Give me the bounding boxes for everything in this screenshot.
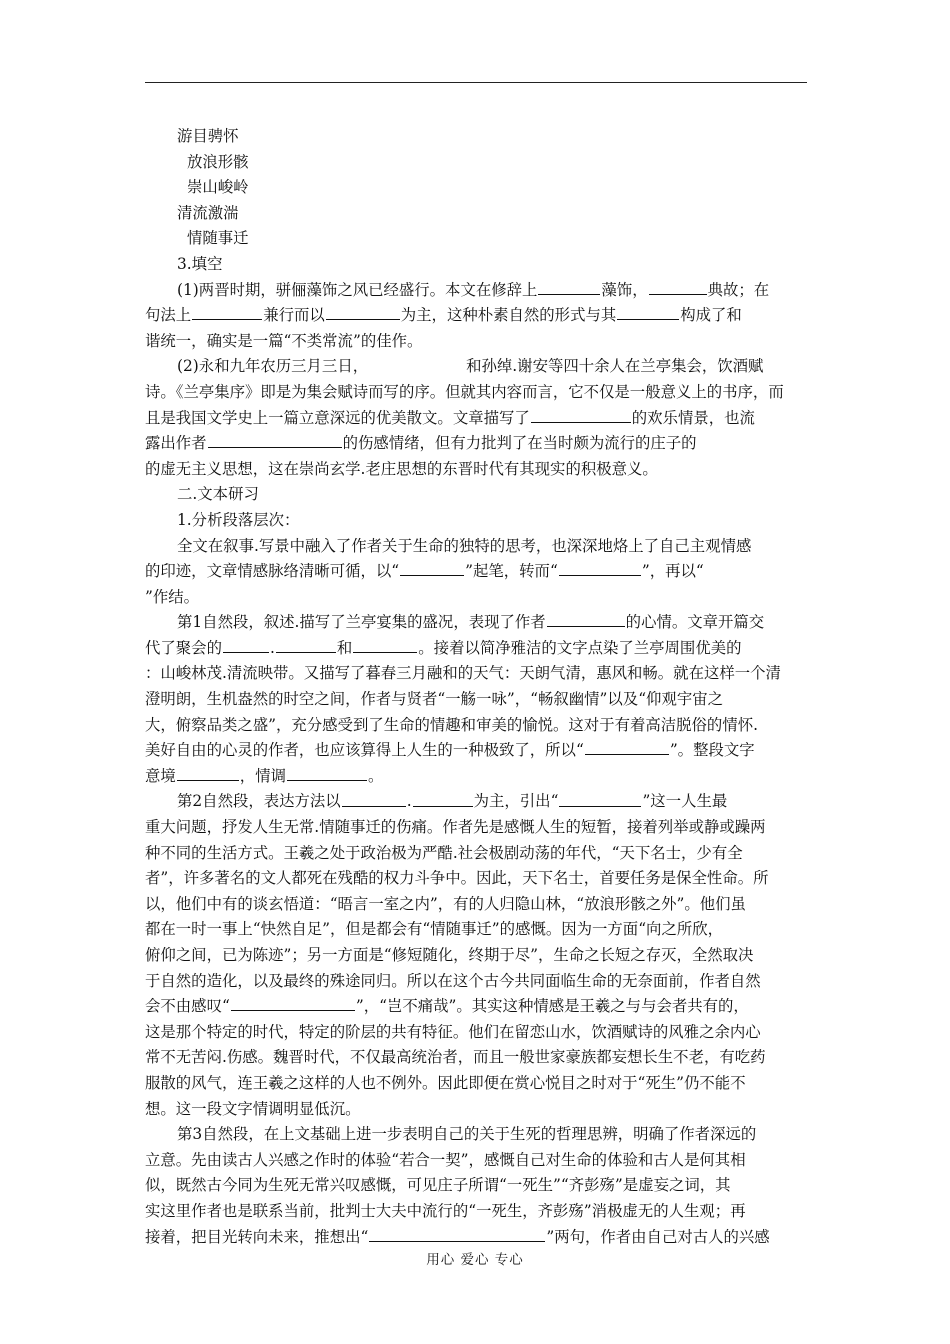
text-segment: 情随事迁 xyxy=(187,229,249,248)
text-line xyxy=(145,534,807,560)
text-segment: 。接着以简净雅洁的文字点染了兰亭周围优美的 xyxy=(418,639,742,658)
text-segment: (1)两晋时期，骈俪藻饰之风已经盛行。本文在修辞上 xyxy=(177,280,538,299)
text-segment: 实这里作者也是联系当前，批判士大夫中流行的“一死生，齐彭殇”消极虚无的人生观；再 xyxy=(145,1201,746,1220)
text-segment: ”，再以“ xyxy=(641,562,704,581)
text-line xyxy=(145,585,807,611)
text-segment: 第3自然段，在上文基础上进一步表明自己的关于生死的哲理思辨，明确了作者深远的 xyxy=(177,1125,757,1144)
text-segment: 想。这一段文字情调明显低沉。 xyxy=(145,1099,361,1118)
text-segment: 的伤感情绪，但有力批判了在当时颇为流行的庄子的 xyxy=(342,434,697,453)
text-segment: 二.文本研习 xyxy=(177,485,259,504)
text-segment: 的印迹，文章情感脉络清晰可循，以“ xyxy=(145,562,400,581)
text-segment: 3.填空 xyxy=(177,254,223,273)
text-line xyxy=(145,866,807,892)
fill-in-blank xyxy=(559,789,641,806)
text-segment: 美好自由的心灵的作者，也应该算得上人生的一种极致了，所以“ xyxy=(145,741,584,760)
text-line xyxy=(145,303,807,329)
text-segment: 典故；在 xyxy=(707,280,770,299)
text-line xyxy=(145,713,807,739)
text-line xyxy=(145,124,807,150)
text-segment: 第2自然段，表达方法以 xyxy=(177,792,341,811)
text-line xyxy=(145,1020,807,1046)
text-segment: 的欢乐情景，也流 xyxy=(631,408,755,427)
text-segment: 谐统一，确实是一篇“不类常流”的佳作。 xyxy=(145,331,423,350)
text-line xyxy=(145,917,807,943)
text-line xyxy=(145,457,807,483)
text-segment: 为主，这种朴素自然的形式与其 xyxy=(400,306,617,325)
fill-in-blank xyxy=(231,994,355,1011)
text-line xyxy=(145,175,807,201)
fill-in-blank xyxy=(342,789,406,806)
text-line xyxy=(145,380,807,406)
fill-in-blank xyxy=(369,1225,545,1242)
text-segment: 代了聚会的 xyxy=(145,639,222,658)
text-segment: . xyxy=(269,639,275,658)
text-segment: 。 xyxy=(367,767,384,785)
text-segment: 和 xyxy=(336,639,353,658)
text-line xyxy=(145,815,807,841)
text-segment: 1.分析段落层次： xyxy=(177,510,300,529)
text-line xyxy=(145,1199,807,1225)
text-line xyxy=(145,201,807,227)
text-segment: 种不同的生活方式。王羲之处于政治极为严酷.社会极剧动荡的年代，“天下名士，少有全 xyxy=(145,843,743,862)
text-segment: ，情调 xyxy=(239,767,286,785)
text-segment: ”这一人生最 xyxy=(642,792,728,811)
text-segment: 俯仰之间，已为陈迹”；另一方面是“修短随化，终期于尽”，生命之长短之存灭，全然取决 xyxy=(145,946,754,964)
page-footer: 用心 爱心 专心 xyxy=(426,1252,524,1268)
text-segment: 为主，引出“ xyxy=(473,792,559,811)
text-line xyxy=(145,841,807,867)
text-line xyxy=(145,329,807,355)
text-line xyxy=(145,1097,807,1123)
text-segment: . xyxy=(406,792,412,811)
text-segment: ”。整段文字 xyxy=(669,741,755,760)
text-segment: 放浪形骸 xyxy=(187,152,249,171)
fill-in-blank xyxy=(400,559,464,576)
text-segment: 大，俯察品类之盛”，充分感受到了生命的情趣和审美的愉悦。这对于有着高洁脱俗的情怀. xyxy=(145,715,758,734)
text-segment: ”作结。 xyxy=(145,587,200,606)
text-line xyxy=(145,431,807,457)
text-segment: ：山峻林茂.清流映带。又描写了暮春三月融和的天气：天朗气清，惠风和畅。就在这样一个清 xyxy=(145,664,781,683)
text-line xyxy=(145,1071,807,1097)
text-segment: 立意。先由读古人兴感之作时的体验“若合一契”，感慨自己对生命的体验和古人是何其相 xyxy=(145,1150,746,1169)
fill-in-blank xyxy=(353,636,417,653)
text-line xyxy=(145,1173,807,1199)
text-segment: ”起笔，转而“ xyxy=(465,562,558,581)
text-segment: 于自然的造化，以及最终的殊途同归。所以在这个古今共同面临生命的无奈面前，作者自然 xyxy=(145,971,761,990)
text-segment: 似，既然古今同为生死无常兴叹感慨，可见庄子所谓“一死生”“齐彭殇”是虚妄之词，其 xyxy=(145,1176,731,1195)
text-line xyxy=(145,278,807,304)
text-line xyxy=(145,482,807,508)
text-line xyxy=(145,892,807,918)
fill-in-blank xyxy=(276,636,336,653)
text-line xyxy=(145,150,807,176)
text-segment: 构成了和 xyxy=(680,306,742,325)
text-line xyxy=(145,1045,807,1071)
text-line xyxy=(145,738,807,764)
text-segment: ”，“岂不痛哉”。其实这种情感是王羲之与与会者共有的， xyxy=(355,997,749,1016)
text-segment: 兼行而以 xyxy=(263,306,325,325)
text-segment: 服散的风气，连王羲之这样的人也不例外。因此即便在赏心悦目之时对于“死生”仍不能不 xyxy=(145,1073,746,1092)
text-segment: 的虚无主义思想，这在崇尚玄学.老庄思想的东晋时代有其现实的积极意义。 xyxy=(145,459,658,478)
fill-in-blank xyxy=(617,303,679,320)
text-segment: 游目骋怀 xyxy=(177,127,239,145)
text-line xyxy=(145,1225,807,1251)
fill-in-blank xyxy=(208,431,342,448)
text-segment: 这是那个特定的时代，特定的阶层的共有特征。他们在留恋山水，饮酒赋诗的风雅之余内心 xyxy=(145,1022,761,1041)
text-segment: 的心情。文章开篇交 xyxy=(625,613,765,632)
text-line xyxy=(145,252,807,278)
header-rule xyxy=(145,82,807,83)
text-segment: 者”，许多著名的文人都死在残酷的权力斗争中。因此，天下名士，首要任务是保全性命。所 xyxy=(145,869,769,888)
text-segment: 重大问题，抒发人生无常.情随事迁的伤痛。作者先是感慨人生的短暂，接着列举或静或躁两 xyxy=(145,818,766,837)
fill-in-blank xyxy=(287,764,367,781)
text-segment: 以，他们中有的谈玄悟道：“晤言一室之内”，有的人归隐山林，“放浪形骸之外”。他们虽 xyxy=(145,894,746,913)
text-segment: 澄明朗，生机盎然的时空之间，作者与贤者“一觞一咏”，“畅叙幽情”以及“仰观宇宙之 xyxy=(145,690,724,709)
document-body xyxy=(145,124,807,1250)
text-segment: 诗。《兰亭集序》即是为集会赋诗而写的序。但就其内容而言，它不仅是一般意义上的书序，而 xyxy=(145,382,784,401)
text-line xyxy=(145,1148,807,1174)
text-line xyxy=(145,610,807,636)
text-segment: 会不由感叹“ xyxy=(145,997,230,1016)
text-segment: 常不无苦闷.伤感。魏晋时代，不仅最高统治者，而且一般世家豪族都妄想长生不老，有吃药 xyxy=(145,1048,766,1067)
fill-in-blank xyxy=(585,738,669,755)
text-segment: 句法上 xyxy=(145,306,192,325)
text-segment: ”两句，作者由自己对古人的兴感 xyxy=(546,1227,770,1246)
text-line xyxy=(145,687,807,713)
text-segment: 且是我国文学史上一篇立意深远的优美散文。文章描写了 xyxy=(145,408,530,427)
fill-in-blank xyxy=(531,406,631,423)
fill-in-blank xyxy=(223,636,269,653)
text-line xyxy=(145,994,807,1020)
fill-in-blank xyxy=(538,278,600,295)
text-line xyxy=(145,661,807,687)
text-segment: 意境 xyxy=(145,767,176,785)
text-segment: (2)永和九年农历三月三日， xyxy=(177,357,369,376)
text-line xyxy=(145,789,807,815)
text-segment: 都在一时一事上“快然自足”，但是都会有“情随事迁”的感慨。因为一方面“向之所欣， xyxy=(145,920,724,939)
text-line xyxy=(145,508,807,534)
fill-in-blank xyxy=(559,559,641,576)
fill-in-blank xyxy=(413,789,473,806)
text-line xyxy=(145,354,807,380)
fill-in-blank xyxy=(649,278,707,295)
text-segment: 全文在叙事.写景中融入了作者关于生命的独特的思考，也深深地烙上了自己主观情感 xyxy=(177,536,752,555)
fill-in-blank xyxy=(177,764,239,781)
text-line xyxy=(145,969,807,995)
text-segment: 藻饰， xyxy=(601,280,648,299)
text-segment: 第1自然段，叙述.描写了兰亭宴集的盛况，表现了作者 xyxy=(177,613,546,632)
text-segment: 和孙绰.谢安等四十余人在兰亭集会，饮酒赋 xyxy=(466,357,764,376)
fill-in-blank xyxy=(326,303,400,320)
text-segment: 露出作者 xyxy=(145,434,207,453)
text-line xyxy=(145,559,807,585)
text-line xyxy=(145,226,807,252)
text-line xyxy=(145,764,807,790)
text-line xyxy=(145,406,807,432)
text-line xyxy=(145,636,807,662)
text-line xyxy=(145,943,807,969)
fill-in-blank xyxy=(547,610,625,627)
text-segment: 清流激湍 xyxy=(177,203,239,222)
text-line xyxy=(145,1122,807,1148)
text-segment: 崇山峻岭 xyxy=(187,178,249,197)
text-segment: 接着，把目光转向未来，推想出“ xyxy=(145,1227,369,1246)
fill-in-blank xyxy=(192,303,262,320)
